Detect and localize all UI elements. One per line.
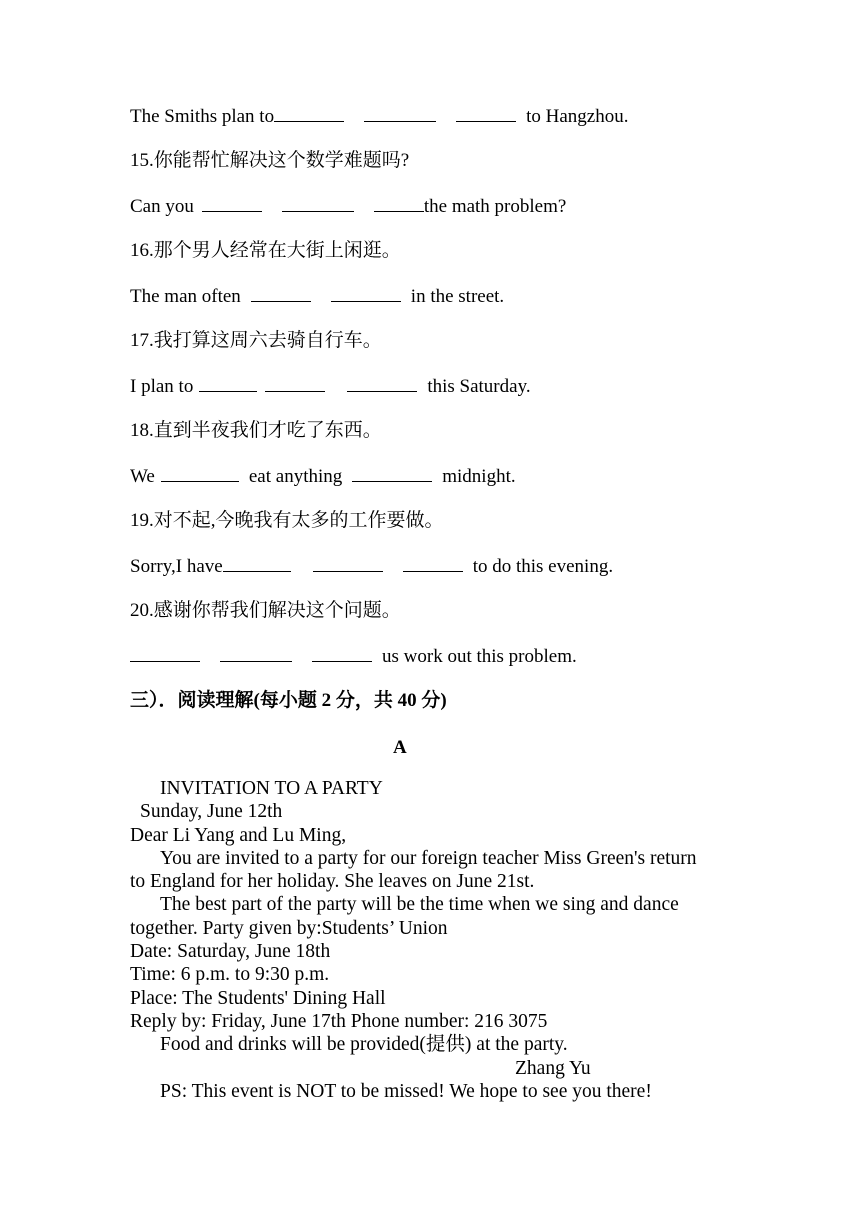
q15-blank-2: [282, 194, 354, 212]
q15-chinese-line: 15.你能帮忙解决这个数学难题吗?: [130, 150, 410, 171]
letter-paragraph-2-line-2: together. Party given by:Students’ Union: [130, 917, 448, 939]
q17-blank-1: [199, 374, 257, 392]
q16-text-after: in the street.: [410, 286, 505, 307]
q19-text-before: Sorry,I have: [130, 556, 223, 577]
q16-english-line: [130, 284, 504, 309]
q14-english-line: [130, 104, 628, 129]
q18-chinese-line: 18.直到半夜我们才吃了东西。: [130, 420, 382, 441]
letter-title: INVITATION TO A PARTY: [160, 778, 383, 799]
letter-time-line: Time: 6 p.m. to 9:30 p.m.: [130, 964, 330, 986]
q19-blank-1: [223, 554, 291, 572]
q14-text-after: to Hangzhou.: [526, 106, 629, 127]
letter-place-line: Place: The Students' Dining Hall: [130, 987, 386, 1009]
letter-date: Sunday, June 12th: [140, 801, 283, 823]
letter-paragraph-1-line-2: to England for her holiday. She leaves on June 21st.: [130, 871, 535, 893]
q16-blank-1: [251, 284, 311, 302]
q17-chinese-line: 17.我打算这周六去骑自行车。: [130, 330, 382, 351]
q15-english-line: [130, 194, 566, 219]
q20-blank-3: [312, 644, 372, 662]
q17-blank-3: [347, 374, 417, 392]
q18-blank-1: [161, 464, 239, 482]
q17-text-after: this Saturday.: [427, 376, 531, 397]
q17-blank-2: [265, 374, 325, 392]
q17-english-line: [130, 374, 531, 399]
q14-text-before: The Smiths plan to: [130, 106, 275, 127]
letter-date-line: Date: Saturday, June 18th: [130, 941, 331, 963]
q16-chinese-line: 16.那个男人经常在大街上闲逛。: [130, 240, 401, 261]
reading-section-heading: 三）．阅读理解(每小题 2 分，共 40 分): [130, 690, 447, 711]
letter-paragraph-2-line-1: The best part of the party will be the time when we sing and dance: [160, 894, 679, 916]
letter-paragraph-1-line-1: You are invited to a party for our foreign teacher Miss Green's return: [160, 847, 697, 869]
q19-blank-2: [313, 554, 383, 572]
part-label: A: [393, 737, 407, 758]
q14-blank-3: [456, 104, 516, 122]
q18-text-after: midnight.: [442, 466, 516, 487]
q19-text-after: to do this evening.: [472, 556, 614, 577]
q20-english-line: [130, 644, 577, 669]
q17-text-before: I plan to: [130, 376, 194, 397]
q16-blank-2: [331, 284, 401, 302]
letter-reply-line: Reply by: Friday, June 17th Phone number: 216 3075: [130, 1010, 548, 1032]
q19-blank-3: [403, 554, 463, 572]
q19-english-line: [130, 554, 613, 579]
invitation-letter: [130, 777, 730, 1103]
q20-blank-1: [130, 644, 200, 662]
letter-postscript: PS: This event is NOT to be missed! We hope to see you there!: [160, 1080, 652, 1102]
q15-text-before: Can you: [130, 196, 194, 217]
q20-chinese-line: 20.感谢你帮我们解决这个问题。: [130, 600, 401, 621]
q18-english-line: [130, 464, 516, 489]
q15-text-after: the math problem?: [423, 196, 567, 217]
q18-blank-2: [352, 464, 432, 482]
letter-signature: Zhang Yu: [515, 1057, 591, 1079]
q14-blank-2: [364, 104, 436, 122]
q15-blank-3: [374, 194, 424, 212]
q20-blank-2: [220, 644, 292, 662]
q14-blank-1: [274, 104, 344, 122]
q19-chinese-line: 19.对不起,今晚我有太多的工作要做。: [130, 510, 444, 531]
q18-text-mid: eat anything: [248, 466, 343, 487]
q15-blank-1: [202, 194, 262, 212]
letter-greeting: Dear Li Yang and Lu Ming,: [130, 824, 347, 846]
q20-text-after: us work out this problem.: [382, 646, 577, 667]
q16-text-before: The man often: [130, 286, 241, 307]
letter-food-line: Food and drinks will be provided(提供) at the party.: [160, 1034, 568, 1056]
q18-text-before: We: [130, 466, 155, 487]
